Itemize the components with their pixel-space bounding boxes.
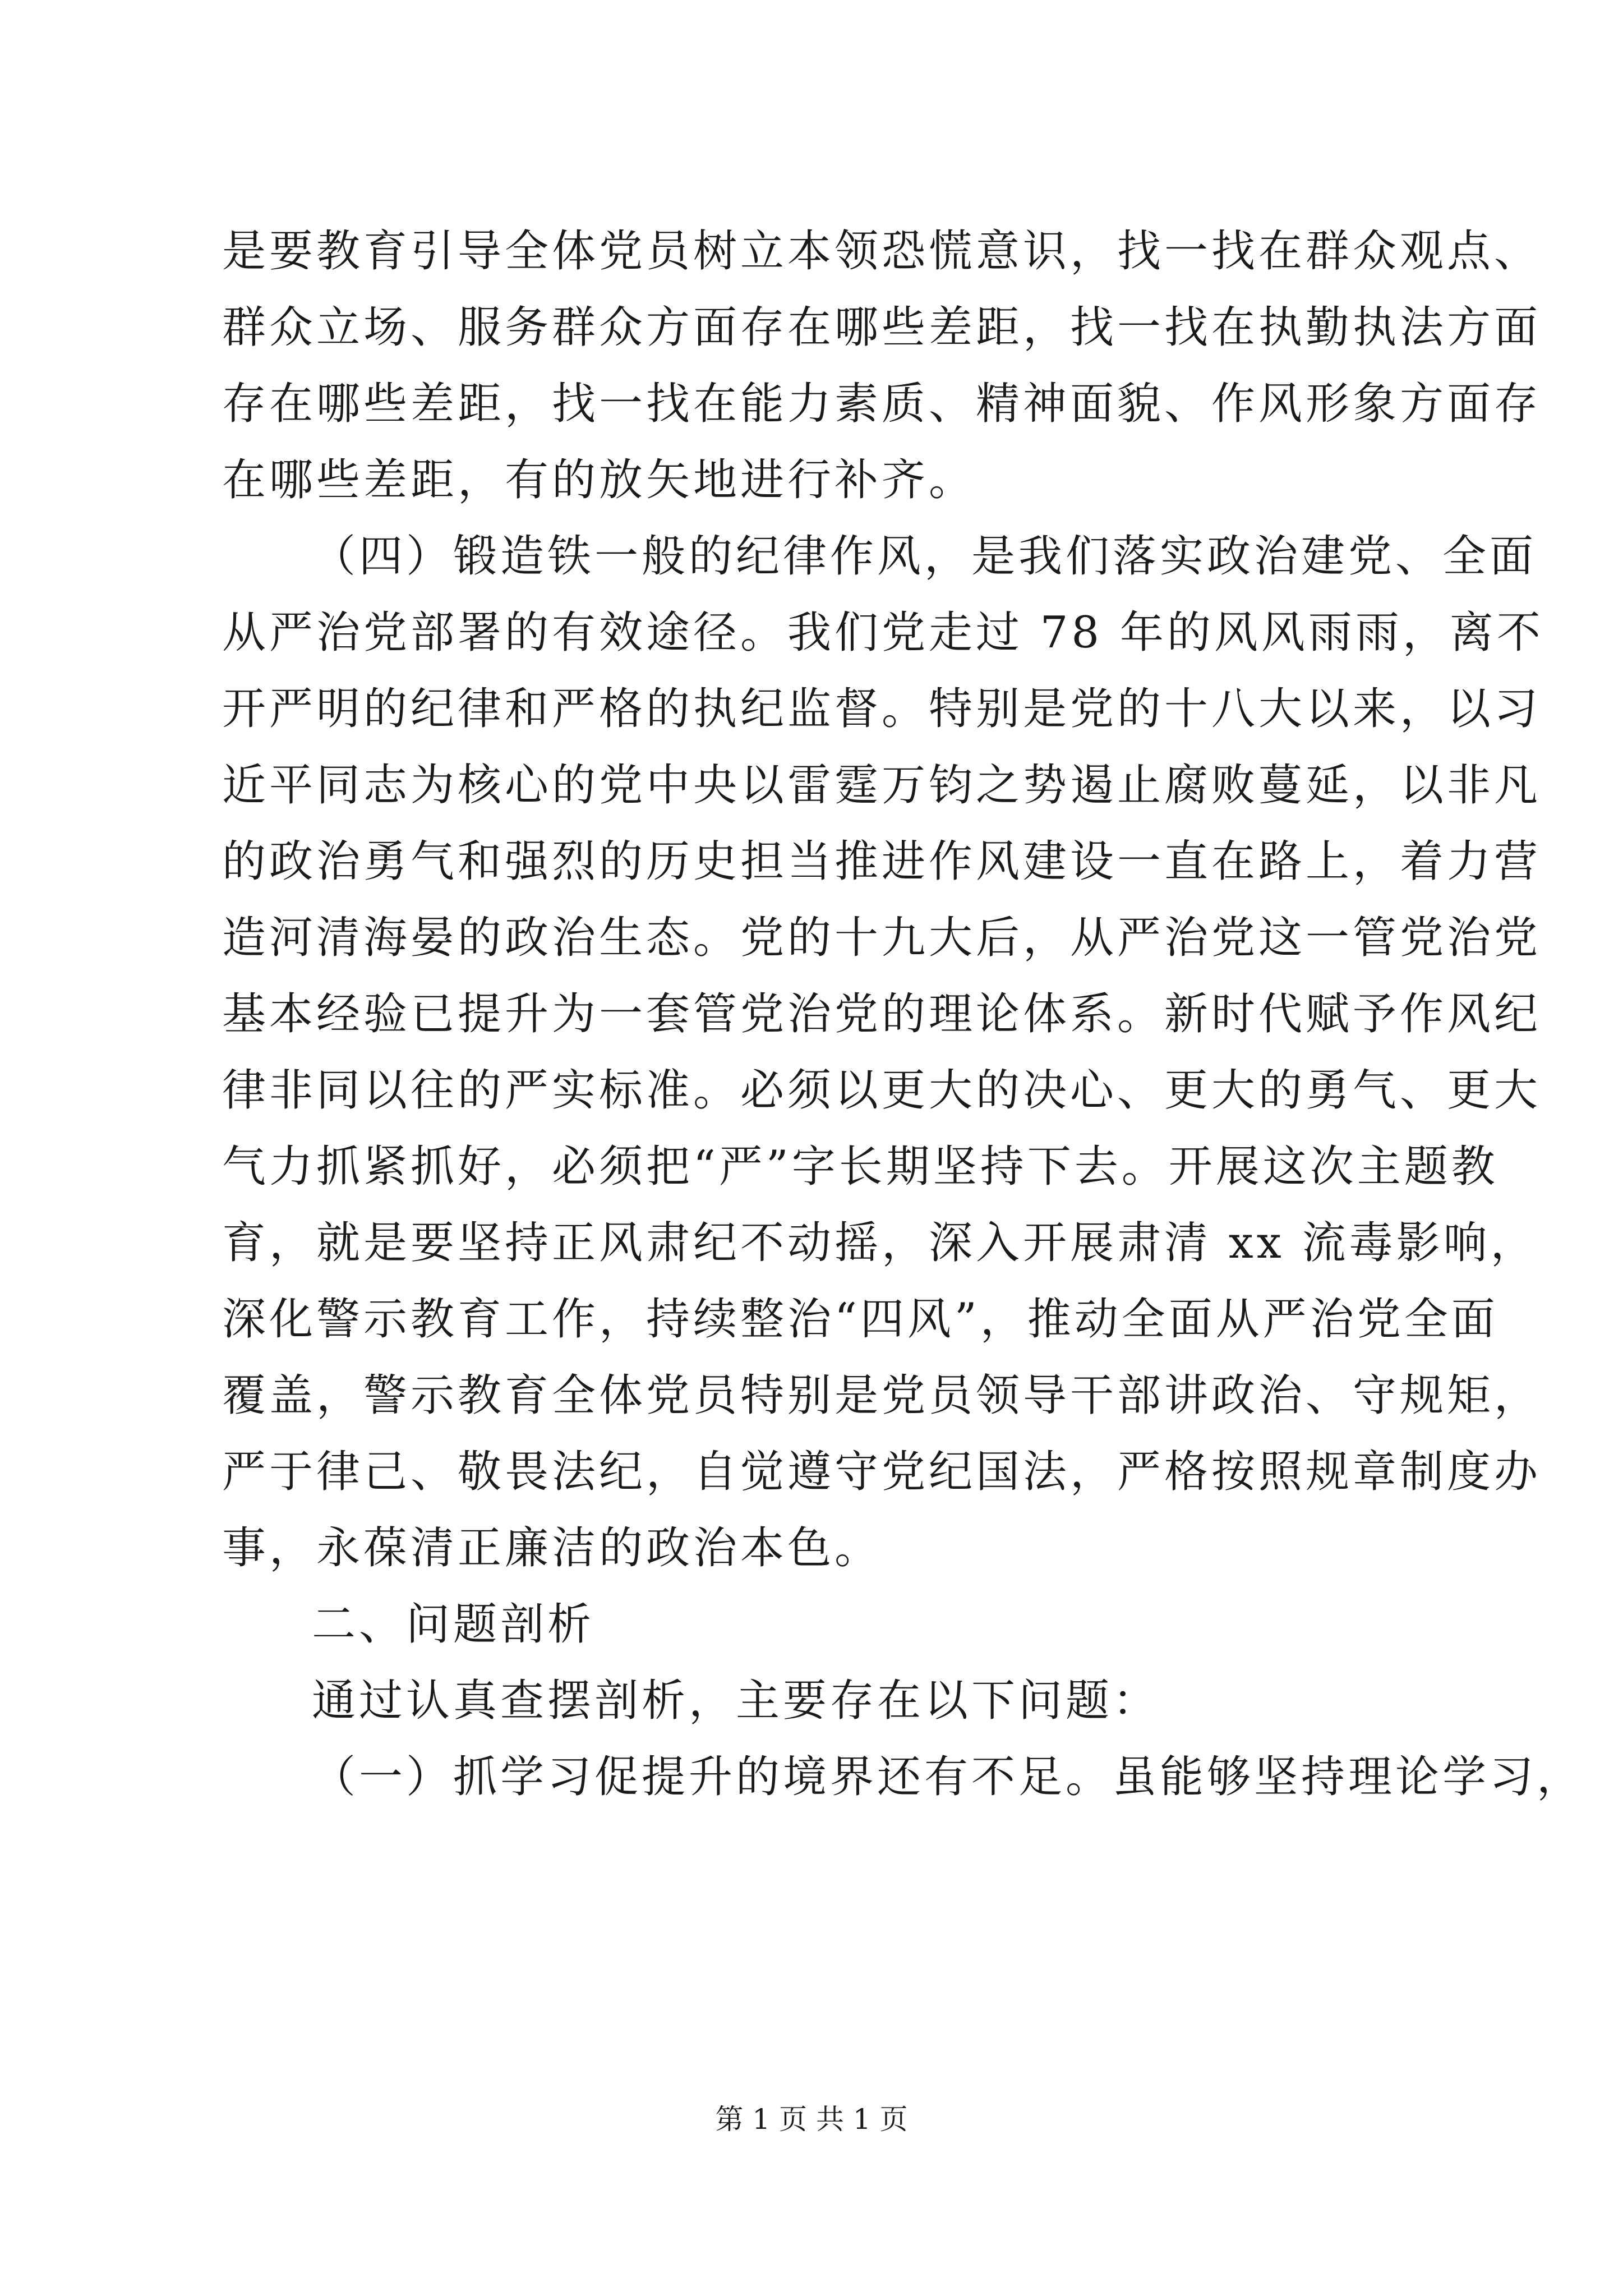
text-line-13: 气力抓紧抓好，必须把“严”字长期坚持下去。开展这次主题教 bbox=[222, 1142, 1498, 1192]
text-line-2: 群众立场、服务群众方面存在哪些差距，找一找在执勤执法方面 bbox=[222, 302, 1542, 353]
text-line-8: 近平同志为核心的党中央以雷霆万钧之势遏止腐败蔓延，以非凡 bbox=[222, 760, 1542, 811]
text-line-14: 育，就是要坚持正风肃纪不动摇，深入开展肃清 xx 流毒影响， bbox=[222, 1218, 1538, 1268]
text-line-6: 从严治党部署的有效途径。我们党走过 78 年的风风雨雨，离不 bbox=[222, 608, 1544, 658]
text-line-1: 是要教育引导全体党员树立本领恐慌意识，找一找在群众观点、 bbox=[222, 226, 1542, 277]
text-line-3: 存在哪些差距，找一找在能力素质、精神面貌、作风形象方面存 bbox=[222, 379, 1542, 429]
text-line-12: 律非同以往的严实标准。必须以更大的决心、更大的勇气、更大 bbox=[222, 1065, 1542, 1116]
text-line-21: （一）抓学习促提升的境界还有不足。虽能够坚持理论学习， bbox=[312, 1752, 1584, 1802]
page-footer: 第 1 页 共 1 页 bbox=[715, 2103, 908, 2136]
text-line-17: 严于律己、敬畏法纪，自觉遵守党纪国法，严格按照规章制度办 bbox=[222, 1447, 1542, 1497]
text-line-10: 造河清海晏的政治生态。党的十九大后，从严治党这一管党治党 bbox=[222, 913, 1542, 963]
text-line-20: 通过认真查摆剖析，主要存在以下问题： bbox=[312, 1676, 1160, 1726]
text-line-11: 基本经验已提升为一套管党治党的理论体系。新时代赋予作风纪 bbox=[222, 989, 1542, 1039]
text-line-18: 事，永葆清正廉洁的政治本色。 bbox=[222, 1523, 882, 1573]
text-line-7: 开严明的纪律和严格的执纪监督。特别是党的十八大以来，以习 bbox=[222, 684, 1542, 734]
text-line-9: 的政治勇气和强烈的历史担当推进作风建设一直在路上，着力营 bbox=[222, 836, 1542, 887]
section-heading: 二、问题剖析 bbox=[312, 1599, 595, 1650]
text-line-5: （四）锻造铁一般的纪律作风，是我们落实政治建党、全面 bbox=[312, 531, 1537, 582]
text-line-16: 覆盖，警示教育全体党员特别是党员领导干部讲政治、守规矩， bbox=[222, 1370, 1542, 1421]
text-line-4: 在哪些差距，有的放矢地进行补齐。 bbox=[222, 455, 976, 505]
text-line-15: 深化警示教育工作，持续整治“四风”，推动全面从严治党全面 bbox=[222, 1294, 1498, 1345]
